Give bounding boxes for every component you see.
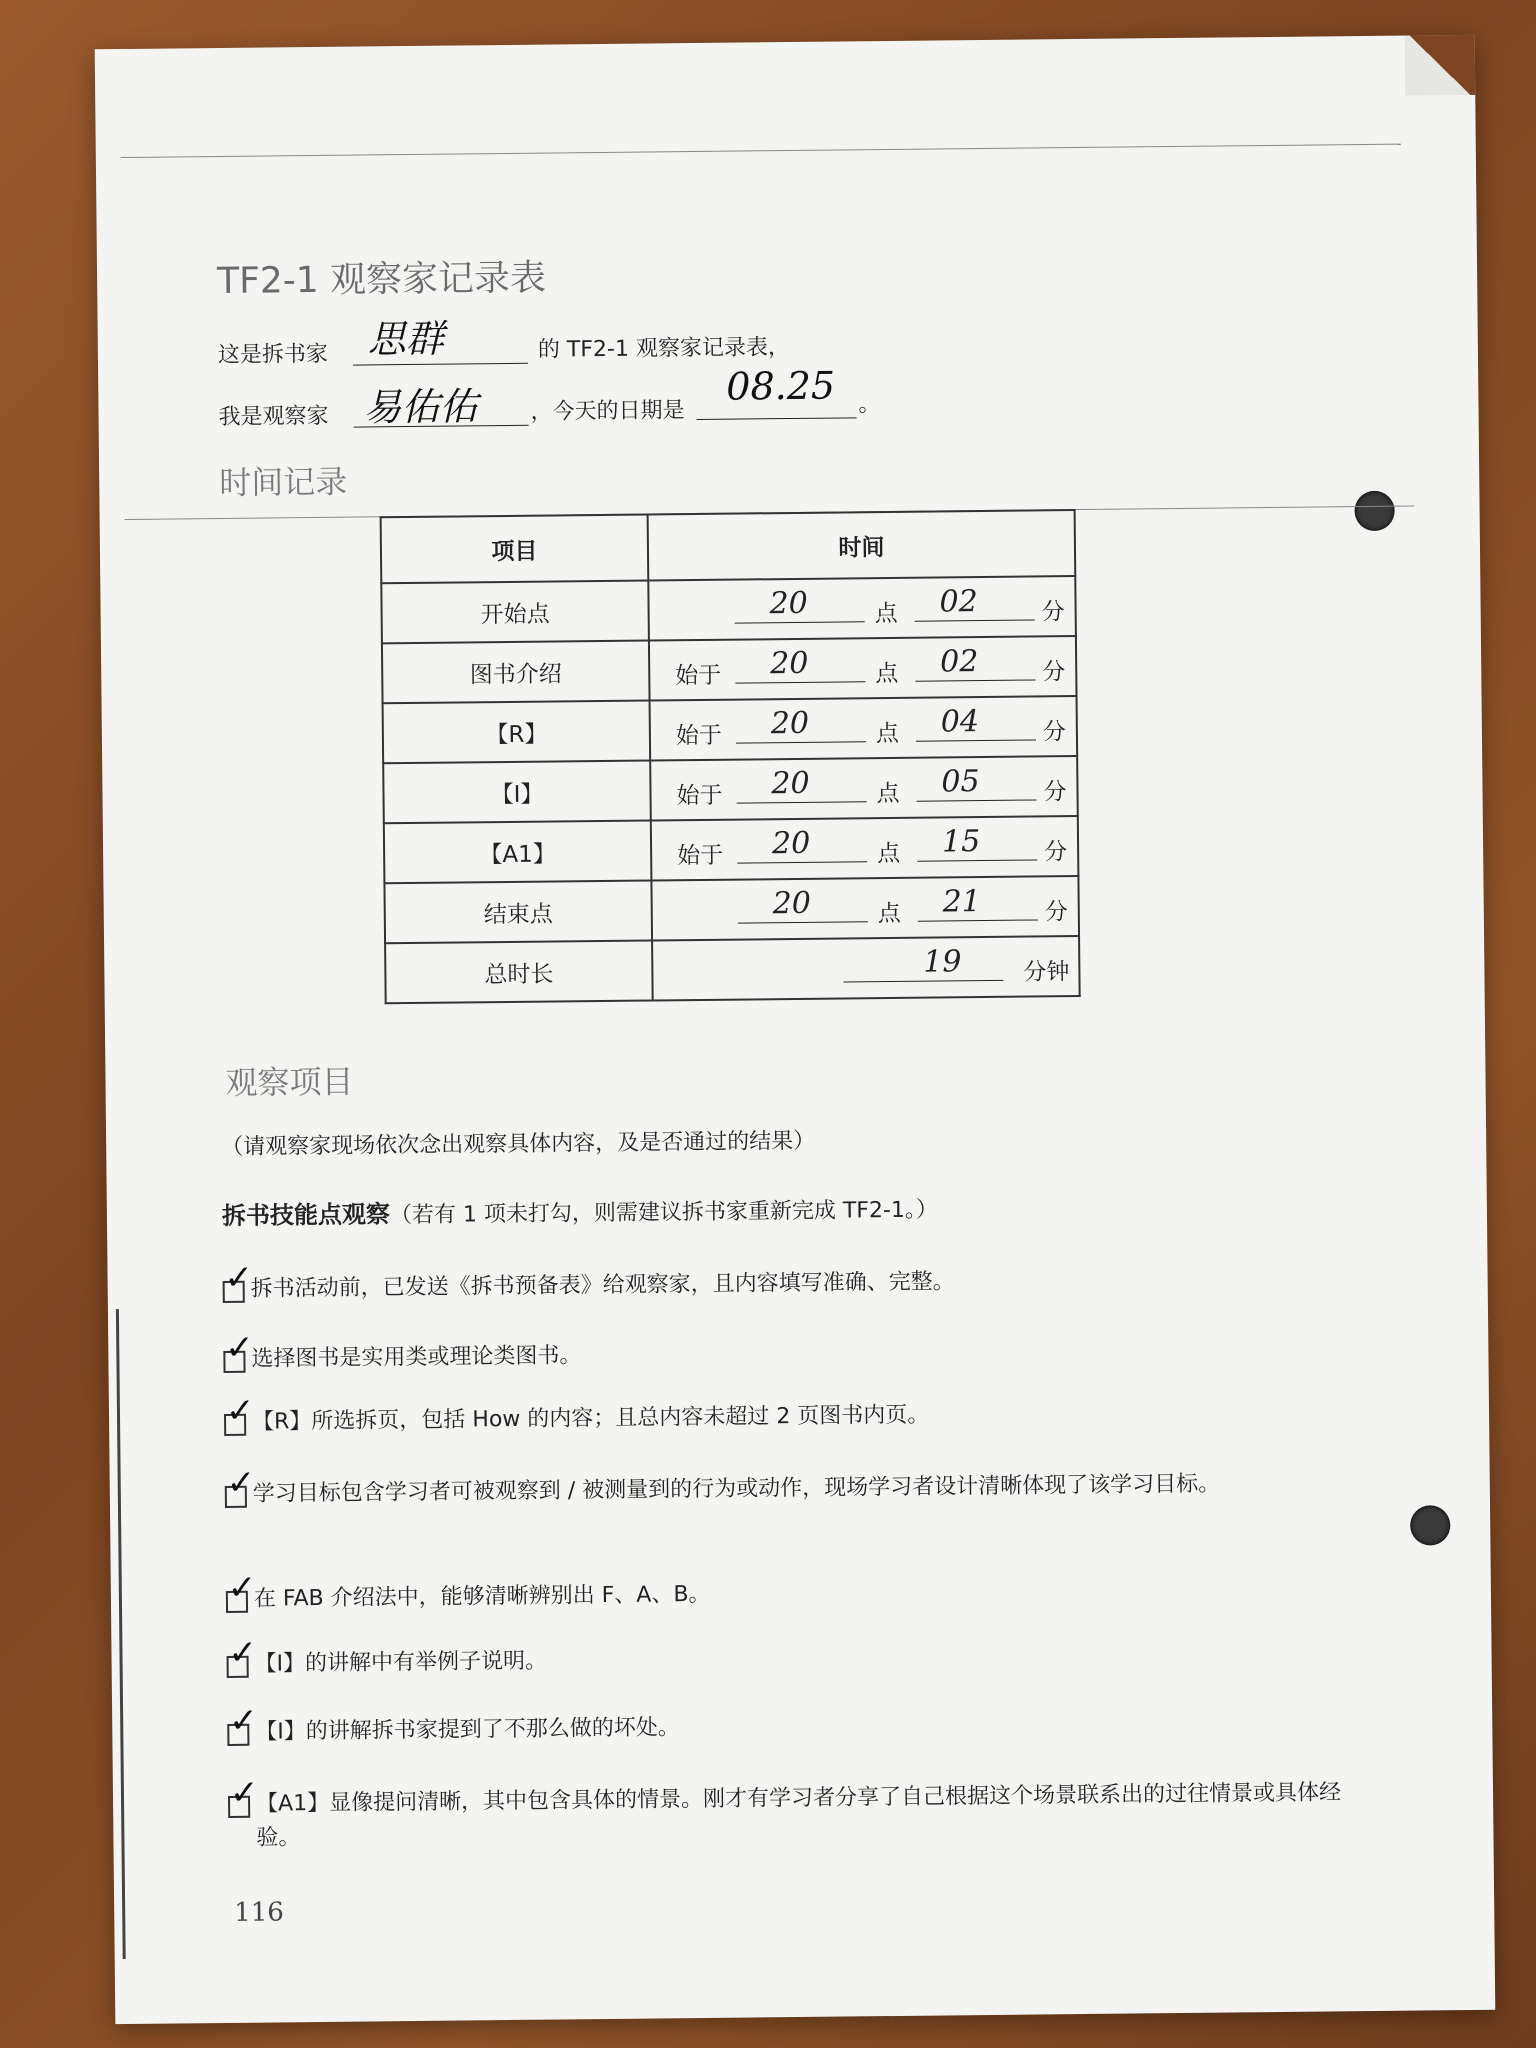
checkmark-icon: ✓: [229, 1772, 259, 1813]
row-minute: 02: [939, 584, 978, 620]
line1-prefix: 这是拆书家: [217, 341, 329, 369]
col-item-header: 项目: [381, 515, 649, 584]
date-value: 08.25: [726, 363, 836, 409]
row-prefix: 始于: [675, 662, 722, 690]
row-minute-unit: 分: [1044, 899, 1068, 926]
row-label: 图书介绍: [382, 641, 650, 704]
checkmark-icon: ✓: [228, 1632, 258, 1673]
skill-title: 拆书技能点观察: [221, 1200, 391, 1231]
time-table: [380, 509, 1081, 1004]
checklist-item-text: 拆书活动前，已发送《拆书预备表》给观察家，且内容填写准确、完整。: [250, 1269, 955, 1302]
time-section-heading: 时间记录: [219, 462, 348, 502]
row-minute-unit: 分: [1044, 839, 1068, 866]
checkmark-icon: ✓: [225, 1327, 255, 1368]
row-label: 【R】: [383, 701, 651, 764]
checklist-item: [225, 1462, 1345, 1512]
checklist-item: [223, 1327, 1343, 1377]
time-row: [384, 876, 1079, 943]
row-label: 【A1】: [384, 820, 652, 883]
row-hour: 20: [771, 825, 811, 862]
checklist-item: [228, 1772, 1349, 1856]
time-row: [384, 816, 1079, 883]
total-label: 总时长: [385, 940, 653, 1003]
skill-note: （若有 1 项未打勾，则需建议拆书家重新完成 TF2-1。）: [389, 1197, 939, 1229]
row-hour-unit: 点: [877, 840, 901, 868]
line1-suffix: 的 TF2-1 观察家记录表，: [537, 335, 791, 363]
row-minute: 04: [940, 704, 980, 740]
line2-end: 。: [858, 392, 881, 418]
checklist-item-text: 选择图书是实用类或理论类图书。: [251, 1343, 582, 1372]
row-hour-unit: 点: [876, 780, 900, 808]
total-value: 19: [923, 944, 962, 980]
row-hour-unit: 点: [877, 900, 901, 928]
punch-hole: [1410, 1505, 1450, 1545]
total-unit: 分钟: [1023, 959, 1070, 986]
row-prefix: 始于: [676, 782, 723, 810]
row-prefix: 始于: [677, 842, 724, 870]
skill-heading: [222, 1189, 938, 1231]
checklist-item-text: 【I】的讲解拆书家提到了不那么做的坏处。: [255, 1715, 680, 1745]
binding-line: [116, 1309, 126, 1959]
observe-note: （请观察家现场依次念出观察具体内容，及是否通过的结果）: [221, 1128, 816, 1161]
row-minute: 15: [941, 824, 981, 860]
row-prefix: 始于: [675, 722, 723, 750]
row-hour-unit: 点: [875, 720, 900, 748]
checklist-item-text: 【R】所选拆页，包括 How 的内容；且总内容未超过 2 页图书内页。: [251, 1402, 930, 1435]
total-row: [385, 936, 1080, 1003]
folded-corner: [1405, 35, 1476, 96]
row-minute: 05: [941, 764, 980, 800]
punch-hole: [1354, 491, 1394, 531]
row-minute-unit: 分: [1043, 779, 1067, 806]
checkmark-icon: ✓: [226, 1462, 256, 1503]
checklist-item: [223, 1257, 1343, 1307]
checkmark-icon: ✓: [224, 1257, 254, 1298]
row-hour: 20: [771, 765, 810, 802]
row-minute: 02: [939, 644, 979, 680]
time-row: [382, 636, 1077, 703]
line2-prefix: 我是观察家: [218, 403, 329, 431]
col-time-header: 时间: [648, 510, 1076, 580]
checklist-item-text: 【A1】显像提问清晰，其中包含具体的情景。刚才有学习者分享了自己根据这个场景联系出的过往情景或具体经验。: [255, 1780, 1342, 1851]
row-minute-unit: 分: [1042, 659, 1066, 686]
row-minute: 21: [942, 884, 982, 920]
time-row: [381, 576, 1076, 643]
observer-name: 易佑佑: [363, 384, 478, 430]
row-label: 【I】: [383, 761, 651, 824]
row-hour: 20: [769, 585, 808, 622]
checklist-item: [227, 1700, 1347, 1750]
row-label: 开始点: [381, 581, 649, 644]
row-minute-unit: 分: [1041, 599, 1065, 626]
page-title: TF2-1 观察家记录表: [216, 257, 547, 303]
checkmark-icon: ✓: [227, 1567, 257, 1608]
presenter-name: 思群: [367, 316, 444, 362]
row-hour-unit: 点: [874, 600, 898, 628]
row-label: 结束点: [384, 880, 652, 943]
line2-mid: ，今天的日期是: [530, 398, 685, 425]
paper-sheet: [95, 35, 1496, 2024]
checklist-item-text: 学习目标包含学习者可被观察到 / 被测量到的行为或动作，现场学习者设计清晰体现了该学习目标。: [252, 1471, 1221, 1507]
checklist-item-text: 在 FAB 介绍法中，能够清晰辨别出 F、A、B。: [253, 1581, 711, 1612]
table-header-row: [381, 510, 1076, 583]
checkmark-icon: ✓: [229, 1700, 258, 1741]
top-rule: [121, 144, 1401, 158]
time-row: [383, 696, 1078, 763]
row-hour: 20: [769, 645, 809, 682]
checklist-item: [226, 1632, 1346, 1682]
page-number: 116: [234, 1897, 285, 1928]
row-hour: 20: [770, 705, 810, 742]
row-minute-unit: 分: [1042, 719, 1067, 746]
observe-section-heading: 观察项目: [225, 1062, 354, 1102]
row-hour: 20: [772, 885, 812, 922]
checklist-item-text: 【I】的讲解中有举例子说明。: [254, 1648, 548, 1677]
row-hour-unit: 点: [875, 660, 899, 688]
checklist-item: [224, 1390, 1344, 1440]
checklist-item: [226, 1567, 1346, 1617]
blank-line: [697, 417, 857, 420]
time-row: [383, 756, 1078, 823]
checkmark-icon: ✓: [225, 1390, 255, 1431]
